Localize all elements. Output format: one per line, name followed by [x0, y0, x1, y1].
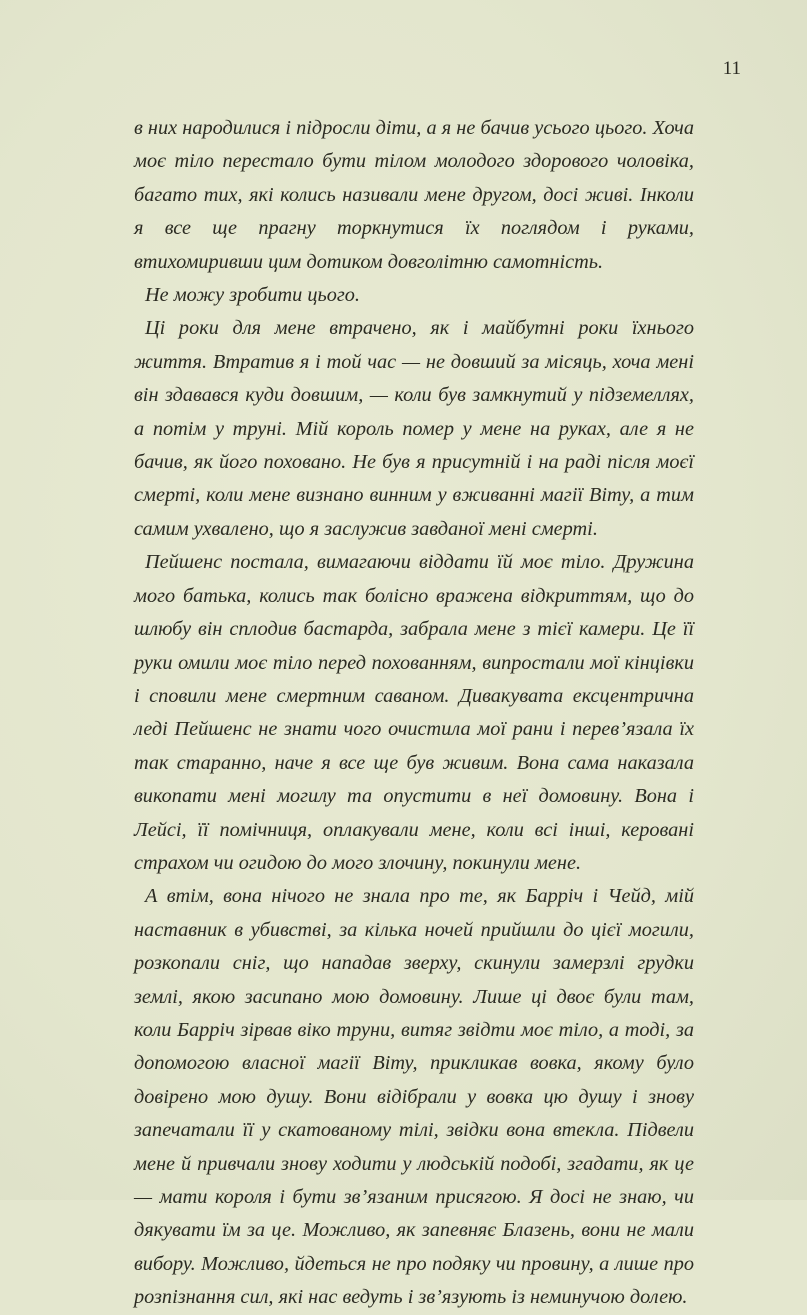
- paragraph: Ці роки для мене втрачено, як і майбутні роки їхнього життя. Втратив я і той час — не довший за місяць, хоча мені він здавався куди довшим, — коли був замкнутий у підземеллях, а потім у труні. Мій король помер у мене на руках, але я не бачив, як його поховано. Не був я присутній і на раді після моєї смерті, коли мене визнано винним у вживанні магії Віту, а тим самим ухвалено, що я заслужив завданої мені смерті.: [134, 317, 694, 540]
- paragraph: Не можу зробити цього.: [145, 284, 360, 307]
- page-number: 11: [722, 58, 741, 79]
- paragraph: в них народилися і підросли діти, а я не бачив усього цього. Хоча моє тіло перестало бути тілом молодого здорового чоловіка, багато тих, які колись називали мене другом, досі живі. Інколи я все ще прагну торкнутися їх поглядом і руками, втихомиривши цим дотиком довголітню самотність.: [134, 117, 694, 273]
- paragraph: А втім, вона нічого не знала про те, як Барріч і Чейд, мій наставник в убивстві, за кілька ночей прийшли до цієї могили, розкопали сніг, що нападав зверху, скинули замерзлі грудки землі, якою засипано мою домовину. Лише ці двоє були там, коли Барріч зірвав віко труни, витяг звідти моє тіло, а тоді, за допомогою власної магії Віту, прикликав вовка, якому було довірено мою душу. Вони відібрали у вовка цю душу і знову запечатали її у скатованому тілі, звідки вона втекла. Підвели мене й привчали знову ходити у людській подобі, згадати, як це — мати короля і бути зв’язаним присягою. Я досі не знаю, чи дякувати їм за це. Можливо, як запевняє Блазень, вони не мали вибору. Можливо, йдеться не про подяку чи провину, а лише про розпізнання сил, які нас ведуть і зв’язують із неминучою долею.: [134, 885, 694, 1309]
- body-text: [134, 112, 694, 1315]
- paragraph: Пейшенс постала, вимагаючи віддати їй моє тіло. Дружина мого батька, колись так болісно вражена відкриттям, що до шлюбу він сплодив бастарда, забрала мене з тієї камери. Це її руки омили моє тіло перед похованням, випростали мої кінцівки і сповили мене смертним саваном. Дивакувата ексцентрична леді Пейшенс не знати чого очистила мої рани і перев’язала їх так старанно, наче я все ще був живим. Вона сама наказала викопати мені могилу та опустити в неї домовину. Вона і Лейсі, її помічниця, оплакували мене, коли всі інші, керовані страхом чи огидою до мого злочину, покинули мене.: [134, 551, 694, 874]
